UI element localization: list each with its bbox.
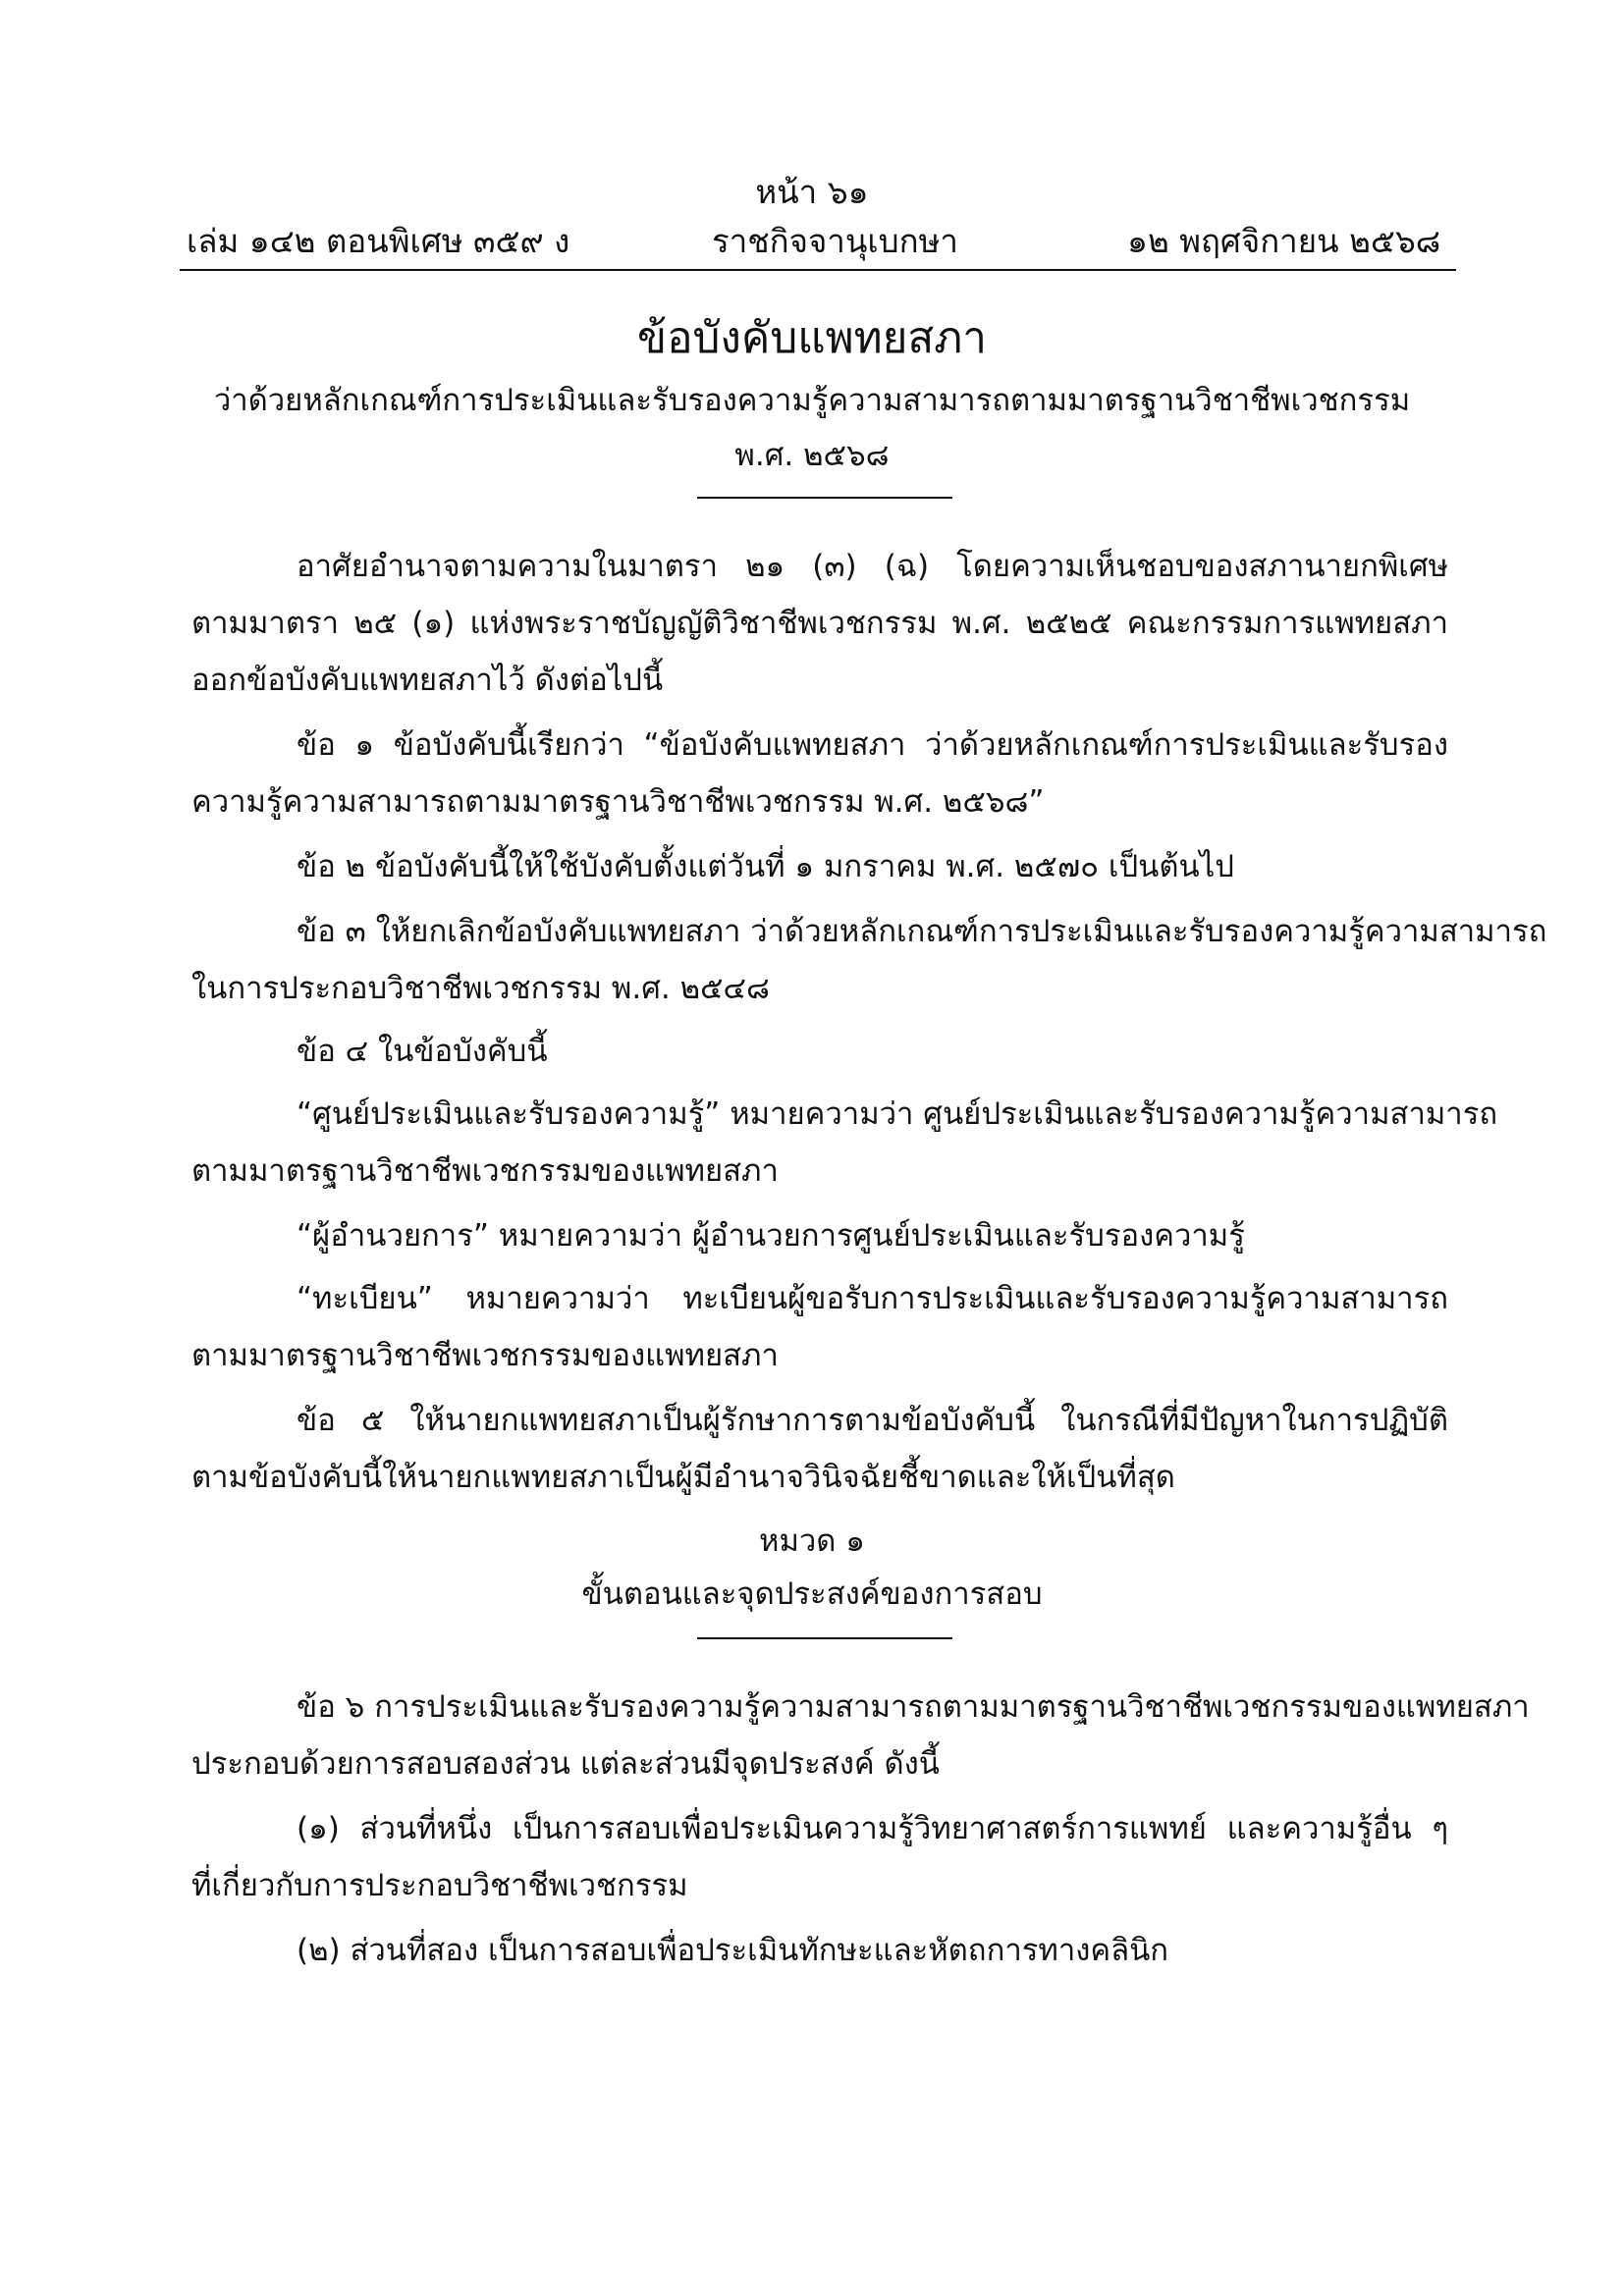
- clause-5-line-2: ตามข้อบังคับนี้ให้นายกแพทยสภาเป็นผู้มีอำนาจวินิจฉัยชี้ขาดและให้เป็นที่สุด: [191, 1460, 1175, 1495]
- clause-1-line-1: ข้อ ๑ ข้อบังคับนี้เรียกว่า “ข้อบังคับแพทยสภา ว่าด้วยหลักเกณฑ์การประเมินและรับรอง: [297, 727, 1448, 763]
- gazette-name: ราชกิจจานุเบกษา: [712, 222, 958, 260]
- chapter-title: ขั้นตอนและจุดประสงค์ของการสอบ: [581, 1576, 1043, 1612]
- header-divider: [180, 269, 1456, 271]
- definition-1-line-1: “ศูนย์ประเมินและรับรองความรู้” หมายความว่า ศูนย์ประเมินและรับรองความรู้ความสามารถ: [297, 1096, 1498, 1132]
- clause-6-line-2: ประกอบด้วยการสอบสองส่วน แต่ละส่วนมีจุดประสงค์ ดังนี้: [191, 1746, 940, 1782]
- part-2: (๒) ส่วนที่สอง เป็นการสอบเพื่อประเมินทักษะและหัตถการทางคลินิก: [297, 1933, 1169, 1968]
- clause-2: ข้อ ๒ ข้อบังคับนี้ให้ใช้บังคับตั้งแต่วันที่ ๑ มกราคม พ.ศ. ๒๕๗๐ เป็นต้นไป: [297, 849, 1234, 884]
- document-year: พ.ศ. ๒๕๖๘: [734, 438, 890, 473]
- preamble-line-3: ออกข้อบังคับแพทยสภาไว้ ดังต่อไปนี้: [191, 663, 664, 698]
- document-title: ข้อบังคับแพทยสภา: [637, 313, 987, 363]
- preamble-line-1: อาศัยอำนาจตามความในมาตรา ๒๑ (๓) (ฉ) โดยความเห็นชอบของสภานายกพิเศษ: [297, 549, 1448, 584]
- definition-1-line-2: ตามมาตรฐานวิชาชีพเวชกรรมของแพทยสภา: [191, 1153, 779, 1189]
- clause-4: ข้อ ๔ ในข้อบังคับนี้: [297, 1034, 548, 1069]
- definition-3-line-2: ตามมาตรฐานวิชาชีพเวชกรรมของแพทยสภา: [191, 1338, 779, 1373]
- publication-date: ๑๒ พฤศจิกายน ๒๕๖๘: [1127, 222, 1441, 260]
- definition-3-line-1: “ทะเบียน” หมายความว่า ทะเบียนผู้ขอรับการประเมินและรับรองความรู้ความสามารถ: [297, 1281, 1448, 1316]
- clause-3-line-1: ข้อ ๓ ให้ยกเลิกข้อบังคับแพทยสภา ว่าด้วยหลักเกณฑ์การประเมินและรับรองความรู้ความสามารถ: [297, 914, 1547, 949]
- page-number: หน้า ๖๑: [755, 173, 869, 211]
- title-divider: [697, 497, 952, 499]
- clause-5-line-1: ข้อ ๕ ให้นายกแพทยสภาเป็นผู้รักษาการตามข้อบังคับนี้ ในกรณีที่มีปัญหาในการปฏิบัติ: [297, 1403, 1448, 1438]
- volume-issue: เล่ม ๑๔๒ ตอนพิเศษ ๓๕๙ ง: [187, 222, 570, 260]
- clause-3-line-2: ในการประกอบวิชาชีพเวชกรรม พ.ศ. ๒๕๔๘: [191, 971, 770, 1006]
- clause-6-line-1: ข้อ ๖ การประเมินและรับรองความรู้ความสามารถตามมาตรฐานวิชาชีพเวชกรรมของแพทยสภา: [297, 1689, 1530, 1725]
- document-subtitle: ว่าด้วยหลักเกณฑ์การประเมินและรับรองความรู้ความสามารถตามมาตรฐานวิชาชีพเวชกรรม: [213, 383, 1411, 418]
- chapter-label: หมวด ๑: [759, 1523, 865, 1559]
- part-1-line-2: ที่เกี่ยวกับการประกอบวิชาชีพเวชกรรม: [191, 1868, 688, 1903]
- clause-1-line-2: ความรู้ความสามารถตามมาตรฐานวิชาชีพเวชกรรม พ.ศ. ๒๕๖๘”: [191, 784, 1045, 820]
- chapter-divider: [697, 1637, 952, 1639]
- part-1-line-1: (๑) ส่วนที่หนึ่ง เป็นการสอบเพื่อประเมินความรู้วิทยาศาสตร์การแพทย์ และความรู้อื่น ๆ: [297, 1811, 1448, 1846]
- definition-2: “ผู้อำนวยการ” หมายความว่า ผู้อำนวยการศูนย์ประเมินและรับรองความรู้: [297, 1218, 1245, 1254]
- preamble-line-2: ตามมาตรา ๒๕ (๑) แห่งพระราชบัญญัติวิชาชีพเวชกรรม พ.ศ. ๒๕๒๕ คณะกรรมการแพทยสภา: [191, 606, 1448, 641]
